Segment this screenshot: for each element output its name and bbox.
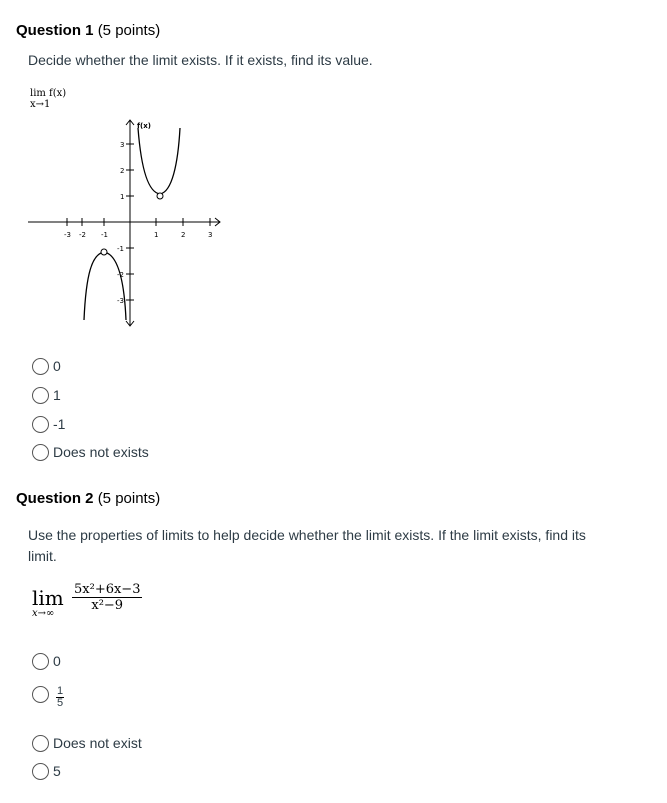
rational-expression [72,582,142,613]
x-tick-label: -3 [64,231,71,239]
open-circle-upper [157,193,163,199]
question-2-title [16,490,160,507]
q1-option-neg1[interactable] [32,413,65,435]
lower-curve-right [104,252,126,320]
radio-button[interactable] [32,653,49,670]
fraction [56,686,64,709]
question-1-title [16,22,160,39]
radio-button[interactable] [32,387,49,404]
question-1-prompt: Decide whether the limit exists. If it exists, find its value. [28,52,373,68]
question-2-points: (5 points) [97,490,161,507]
y-tick-label: 1 [120,193,125,201]
lim-word: lim [32,586,64,610]
radio-button[interactable] [32,444,49,461]
q1-option-dne[interactable] [32,441,149,463]
radio-button[interactable] [32,735,49,752]
function-graph [20,114,230,334]
option-label: Does not exists [53,444,149,460]
open-circle-lower [101,249,107,255]
x-tick-label: 3 [208,231,213,239]
option-label: 0 [53,358,61,374]
x-tick-label: -2 [79,231,86,239]
q2-option-0[interactable] [32,650,61,672]
question-1-points: (5 points) [97,22,161,39]
radio-button[interactable] [32,416,49,433]
option-label: 5 [53,763,61,779]
option-label: -1 [53,416,66,432]
denominator: x²−9 [91,598,124,613]
y-tick-label: -3 [117,297,124,305]
lim-subscript: x→∞ [32,608,55,619]
y-tick-label: -2 [117,271,124,279]
question-1-number: Question 1 [16,22,94,39]
option-label: Does not exist [53,735,142,751]
fraction-denominator: 5 [57,696,64,709]
radio-button[interactable] [32,686,49,703]
question-2-prompt: Use the properties of limits to help decide whether the limit exists. If the limit exists, find its limit. [28,527,586,564]
x-tick-label: -1 [101,231,108,239]
y-tick-label: 2 [120,167,125,175]
upper-curve-left [138,128,160,194]
limit-expression [30,88,66,110]
q2-option-one-fifth[interactable] [32,680,64,714]
y-tick-label: -1 [117,245,124,253]
x-tick-label: 1 [154,231,159,239]
lower-curve-left [84,252,104,320]
radio-button[interactable] [32,358,49,375]
q1-option-1[interactable] [32,384,61,406]
radio-button[interactable] [32,763,49,780]
y-axis-label: f(x) [137,122,151,130]
q2-option-5[interactable] [32,760,61,782]
option-label: 0 [53,653,61,669]
numerator: 5x²+6x−3 [74,582,141,597]
limit-bottom: x→1 [30,99,51,110]
limit-top: lim f(x) [30,88,67,99]
x-tick-label: 2 [181,231,186,239]
question-2-number: Question 2 [16,490,94,507]
fraction-numerator: 1 [57,684,64,697]
upper-curve-right [160,128,180,194]
y-tick-label: 3 [120,141,125,149]
q2-option-dne[interactable] [32,732,142,754]
option-label: 1 [53,387,61,403]
q1-option-0[interactable] [32,355,61,377]
